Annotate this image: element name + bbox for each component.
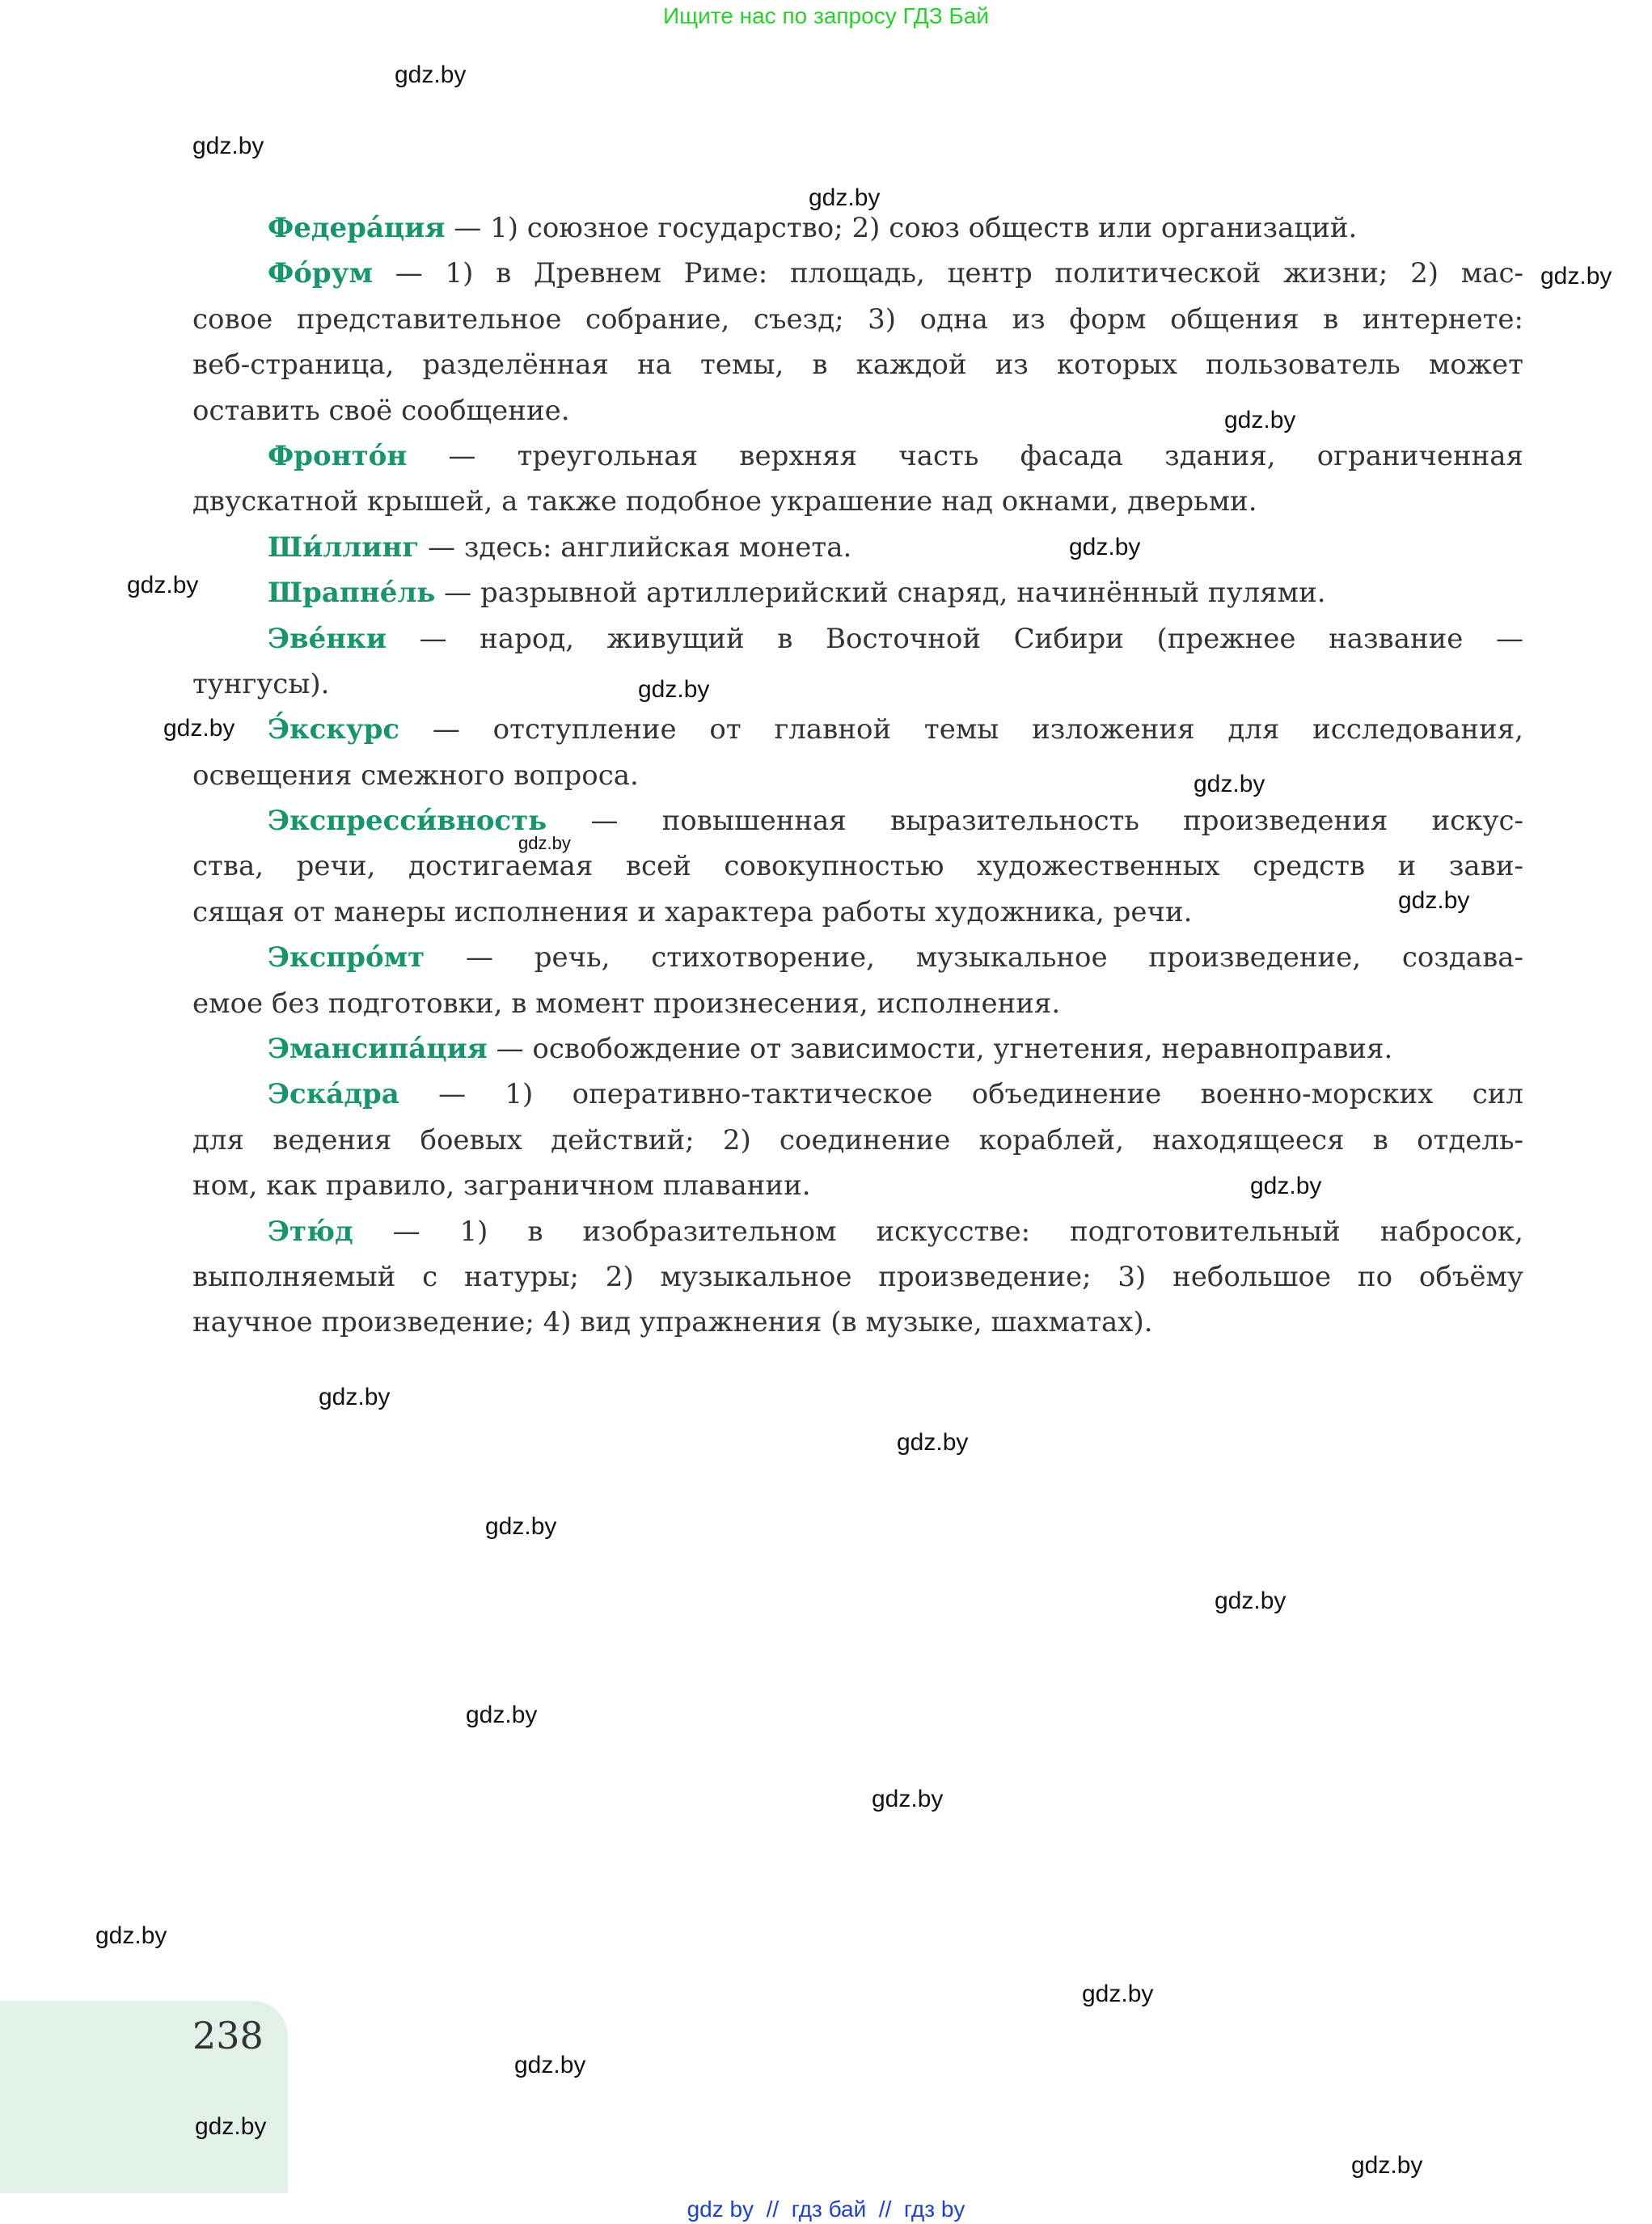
glossary-term: Эмансипа́ция: [268, 1033, 488, 1066]
watermark: gdz.by: [95, 1922, 167, 1949]
definition-text: совое представительное собрание, съезд; 3) одна из форм общения в интернете:: [192, 302, 1523, 336]
glossary-term: Эве́нки: [268, 622, 387, 655]
watermark: gdz.by: [319, 1384, 391, 1410]
glossary-term: Э́кскурс: [268, 713, 400, 746]
footer-links[interactable]: gdz by // гдз бай // гдз by: [687, 2197, 965, 2222]
glossary-entry-continuation: [192, 388, 1523, 433]
watermark: gdz.by: [514, 2052, 586, 2078]
definition-text: освещения смежного вопроса.: [192, 759, 639, 792]
definition-text: — речь, стихотворение, музыкальное произведение, создава-: [425, 941, 1523, 975]
definition-text: научное произведение; 4) вид упражнения (в музыке, шахматах).: [192, 1306, 1153, 1339]
watermark: gdz.by: [485, 1513, 557, 1540]
definition-text: тунгусы).: [192, 667, 330, 700]
definition-text: двускатной крышей, а также подобное украшение над окнами, дверьми.: [192, 485, 1257, 518]
glossary-entry: [192, 525, 1523, 570]
glossary-term: Шрапне́ль: [268, 577, 436, 610]
glossary-entry-continuation: [192, 342, 1523, 387]
glossary-entry: [192, 251, 1523, 296]
definition-text: для ведения боевых действий; 2) соединение кораблей, находящееся в отдель-: [192, 1123, 1523, 1156]
definition-text: — 1) в Древнем Риме: площадь, центр политической жизни; 2) мас-: [373, 257, 1523, 290]
glossary-term: Федера́ция: [268, 212, 446, 244]
glossary-entry: [192, 1026, 1523, 1072]
definition-text: ства, речи, достигаемая всей совокупностью художественных средств и зави-: [192, 850, 1523, 883]
glossary-entry-continuation: [192, 844, 1523, 889]
search-banner[interactable]: Ищите нас по запросу ГДЗ Бай: [662, 3, 990, 28]
definition-text: ном, как правило, заграничном плавании.: [192, 1169, 811, 1203]
glossary-entry-continuation: [192, 1118, 1523, 1163]
page-number: 238: [192, 2014, 264, 2057]
glossary-entry: [192, 205, 1523, 251]
definition-text: выполняемый с натуры; 2) музыкальное произведение; 3) небольшое по объёму: [192, 1260, 1523, 1293]
definition-text: оставить своё сообщение.: [192, 394, 570, 427]
definition-text: — народ, живущий в Восточной Сибири (прежнее название —: [386, 622, 1523, 655]
glossary-term: Экспресси́вность: [268, 805, 547, 838]
watermark: gdz.by: [127, 572, 199, 598]
watermark: gdz.by: [518, 833, 571, 853]
watermark: gdz.by: [897, 1429, 969, 1456]
watermark: gdz.by: [1069, 534, 1141, 560]
glossary-term: Фронто́н: [268, 439, 408, 472]
definition-text: — 1) союзное государство; 2) союз обществ или организаций.: [445, 212, 1358, 244]
glossary-entry: [192, 1209, 1523, 1254]
watermark: gdz.by: [1398, 887, 1470, 914]
definition-text: — разрывной артиллерийский снаряд, начинённый пулями.: [435, 577, 1326, 610]
definition-text: — отступление от главной темы изложения для исследования,: [399, 713, 1523, 746]
glossary-text: [192, 205, 1523, 1346]
glossary-entry: [192, 433, 1523, 479]
watermark: gdz.by: [872, 1786, 944, 1812]
definition-text: сящая от манеры исполнения и характера работы художника, речи.: [192, 895, 1193, 928]
watermark: gdz.by: [1351, 2152, 1423, 2179]
definition-text: — повышенная выразительность произведения искус-: [547, 805, 1523, 838]
glossary-entry: [192, 707, 1523, 752]
definition-text: — 1) оперативно-тактическое объединение военно-морских сил: [399, 1078, 1523, 1111]
watermark: gdz.by: [163, 715, 235, 742]
watermark: gdz.by: [809, 184, 881, 211]
definition-text: емое без подготовки, в момент произнесения, исполнения.: [192, 987, 1061, 1020]
watermark: gdz.by: [395, 61, 467, 88]
glossary-entry-continuation: [192, 1300, 1523, 1345]
watermark: gdz.by: [1250, 1173, 1322, 1199]
glossary-term: Этю́д: [268, 1215, 353, 1248]
glossary-entry: [192, 570, 1523, 615]
glossary-entry-continuation: [192, 297, 1523, 342]
glossary-term: Ши́ллинг: [268, 531, 420, 564]
glossary-entry: [192, 1072, 1523, 1117]
watermark: gdz.by: [1540, 263, 1612, 290]
definition-text: — здесь: английская монета.: [419, 531, 852, 564]
watermark: gdz.by: [1082, 1981, 1154, 2007]
definition-text: — треугольная верхняя часть фасада здания, ограниченная: [407, 439, 1523, 472]
definition-text: веб-страница, разделённая на темы, в каждой из которых пользователь может: [192, 349, 1523, 382]
watermark: gdz.by: [195, 2113, 267, 2140]
watermark: gdz.by: [1215, 1588, 1287, 1614]
glossary-entry-continuation: [192, 890, 1523, 935]
glossary-entry-continuation: [192, 753, 1523, 798]
watermark: gdz.by: [466, 1702, 538, 1728]
glossary-entry: [192, 798, 1523, 844]
glossary-entry: [192, 935, 1523, 980]
glossary-term: Экспро́мт: [268, 941, 425, 975]
glossary-term: Эска́дра: [268, 1078, 399, 1111]
glossary-entry: [192, 616, 1523, 662]
watermark: gdz.by: [1224, 407, 1296, 433]
definition-text: — освобождение от зависимости, угнетения, неравноправия.: [487, 1033, 1393, 1066]
glossary-entry-continuation: [192, 1163, 1523, 1208]
glossary-entry-continuation: [192, 981, 1523, 1026]
glossary-term: Фо́рум: [268, 257, 374, 290]
watermark: gdz.by: [192, 133, 264, 159]
definition-text: — 1) в изобразительном искусстве: подготовительный набросок,: [353, 1215, 1523, 1248]
glossary-entry-continuation: [192, 1254, 1523, 1300]
glossary-entry-continuation: [192, 662, 1523, 707]
watermark: gdz.by: [1194, 771, 1265, 797]
glossary-entry-continuation: [192, 479, 1523, 524]
watermark: gdz.by: [638, 676, 710, 703]
